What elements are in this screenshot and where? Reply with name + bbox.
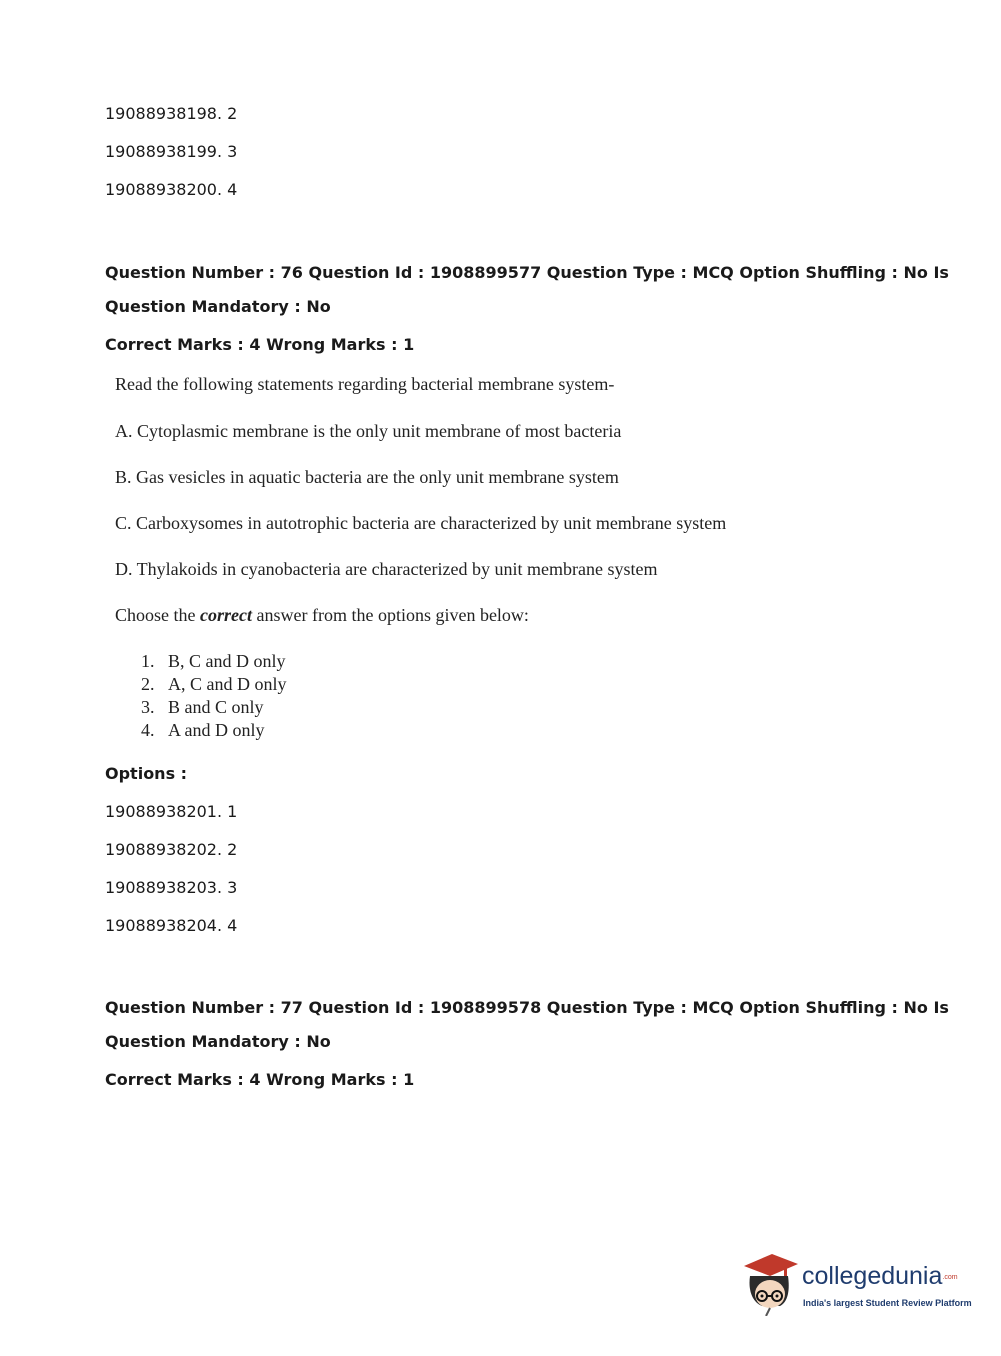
q76-choice-text: B and C only — [168, 697, 264, 717]
q76-statement-b: B. Gas vesicles in aquatic bacteria are the only unit membrane system — [115, 467, 619, 487]
q77-header-line1: Question Number : 77 Question Id : 1908899578 Question Type : MCQ Option Shuffling : No Is — [105, 998, 949, 1017]
q76-header-line2: Question Mandatory : No — [105, 297, 331, 316]
q76-intro: Read the following statements regarding bacterial membrane system- — [115, 374, 615, 394]
q76-header-line1: Question Number : 76 Question Id : 1908899577 Question Type : MCQ Option Shuffling : No Is — [105, 263, 949, 282]
q76-prompt-after: answer from the options given below: — [251, 605, 529, 625]
brand-suffix: .com — [942, 1273, 958, 1281]
prev-option-3: 19088938200. 4 — [105, 180, 238, 199]
q76-statement-a: A. Cytoplasmic membrane is the only unit membrane of most bacteria — [115, 421, 622, 441]
q76-choice-text: A and D only — [168, 720, 265, 740]
q76-marks: Correct Marks : 4 Wrong Marks : 1 — [105, 335, 415, 354]
q76-statement-c: C. Carboxysomes in autotrophic bacteria are characterized by unit membrane system — [115, 513, 727, 533]
q76-prompt — [115, 605, 529, 626]
q76-choice-2 — [141, 674, 287, 695]
q77-marks: Correct Marks : 4 Wrong Marks : 1 — [105, 1070, 415, 1089]
prev-option-1: 19088938198. 2 — [105, 104, 238, 123]
q76-option-4: 19088938204. 4 — [105, 916, 238, 935]
q77-header-line2: Question Mandatory : No — [105, 1032, 331, 1051]
q76-choice-num: 2. — [141, 674, 155, 694]
q76-options-label: Options : — [105, 764, 188, 783]
q76-option-2: 19088938202. 2 — [105, 840, 238, 859]
q76-choice-4 — [141, 720, 265, 741]
q76-choice-text: B, C and D only — [168, 651, 286, 671]
mascot-icon — [740, 1250, 802, 1316]
q76-prompt-before: Choose the — [115, 605, 200, 625]
q76-choice-text: A, C and D only — [168, 674, 287, 694]
q76-option-1: 19088938201. 1 — [105, 802, 238, 821]
q76-prompt-emph: correct — [200, 605, 252, 625]
collegedunia-logo — [740, 1250, 970, 1320]
q76-choice-3 — [141, 697, 264, 718]
q76-choice-num: 4. — [141, 720, 155, 740]
q76-choice-num: 3. — [141, 697, 155, 717]
q76-choice-1 — [141, 651, 286, 672]
q76-statement-d: D. Thylakoids in cyanobacteria are characterized by unit membrane system — [115, 559, 658, 579]
brand-name: collegedunia.com — [802, 1262, 958, 1290]
q76-option-3: 19088938203. 3 — [105, 878, 238, 897]
q76-choice-num: 1. — [141, 651, 155, 671]
prev-option-2: 19088938199. 3 — [105, 142, 238, 161]
brand-tagline: India's largest Student Review Platform — [803, 1298, 972, 1308]
